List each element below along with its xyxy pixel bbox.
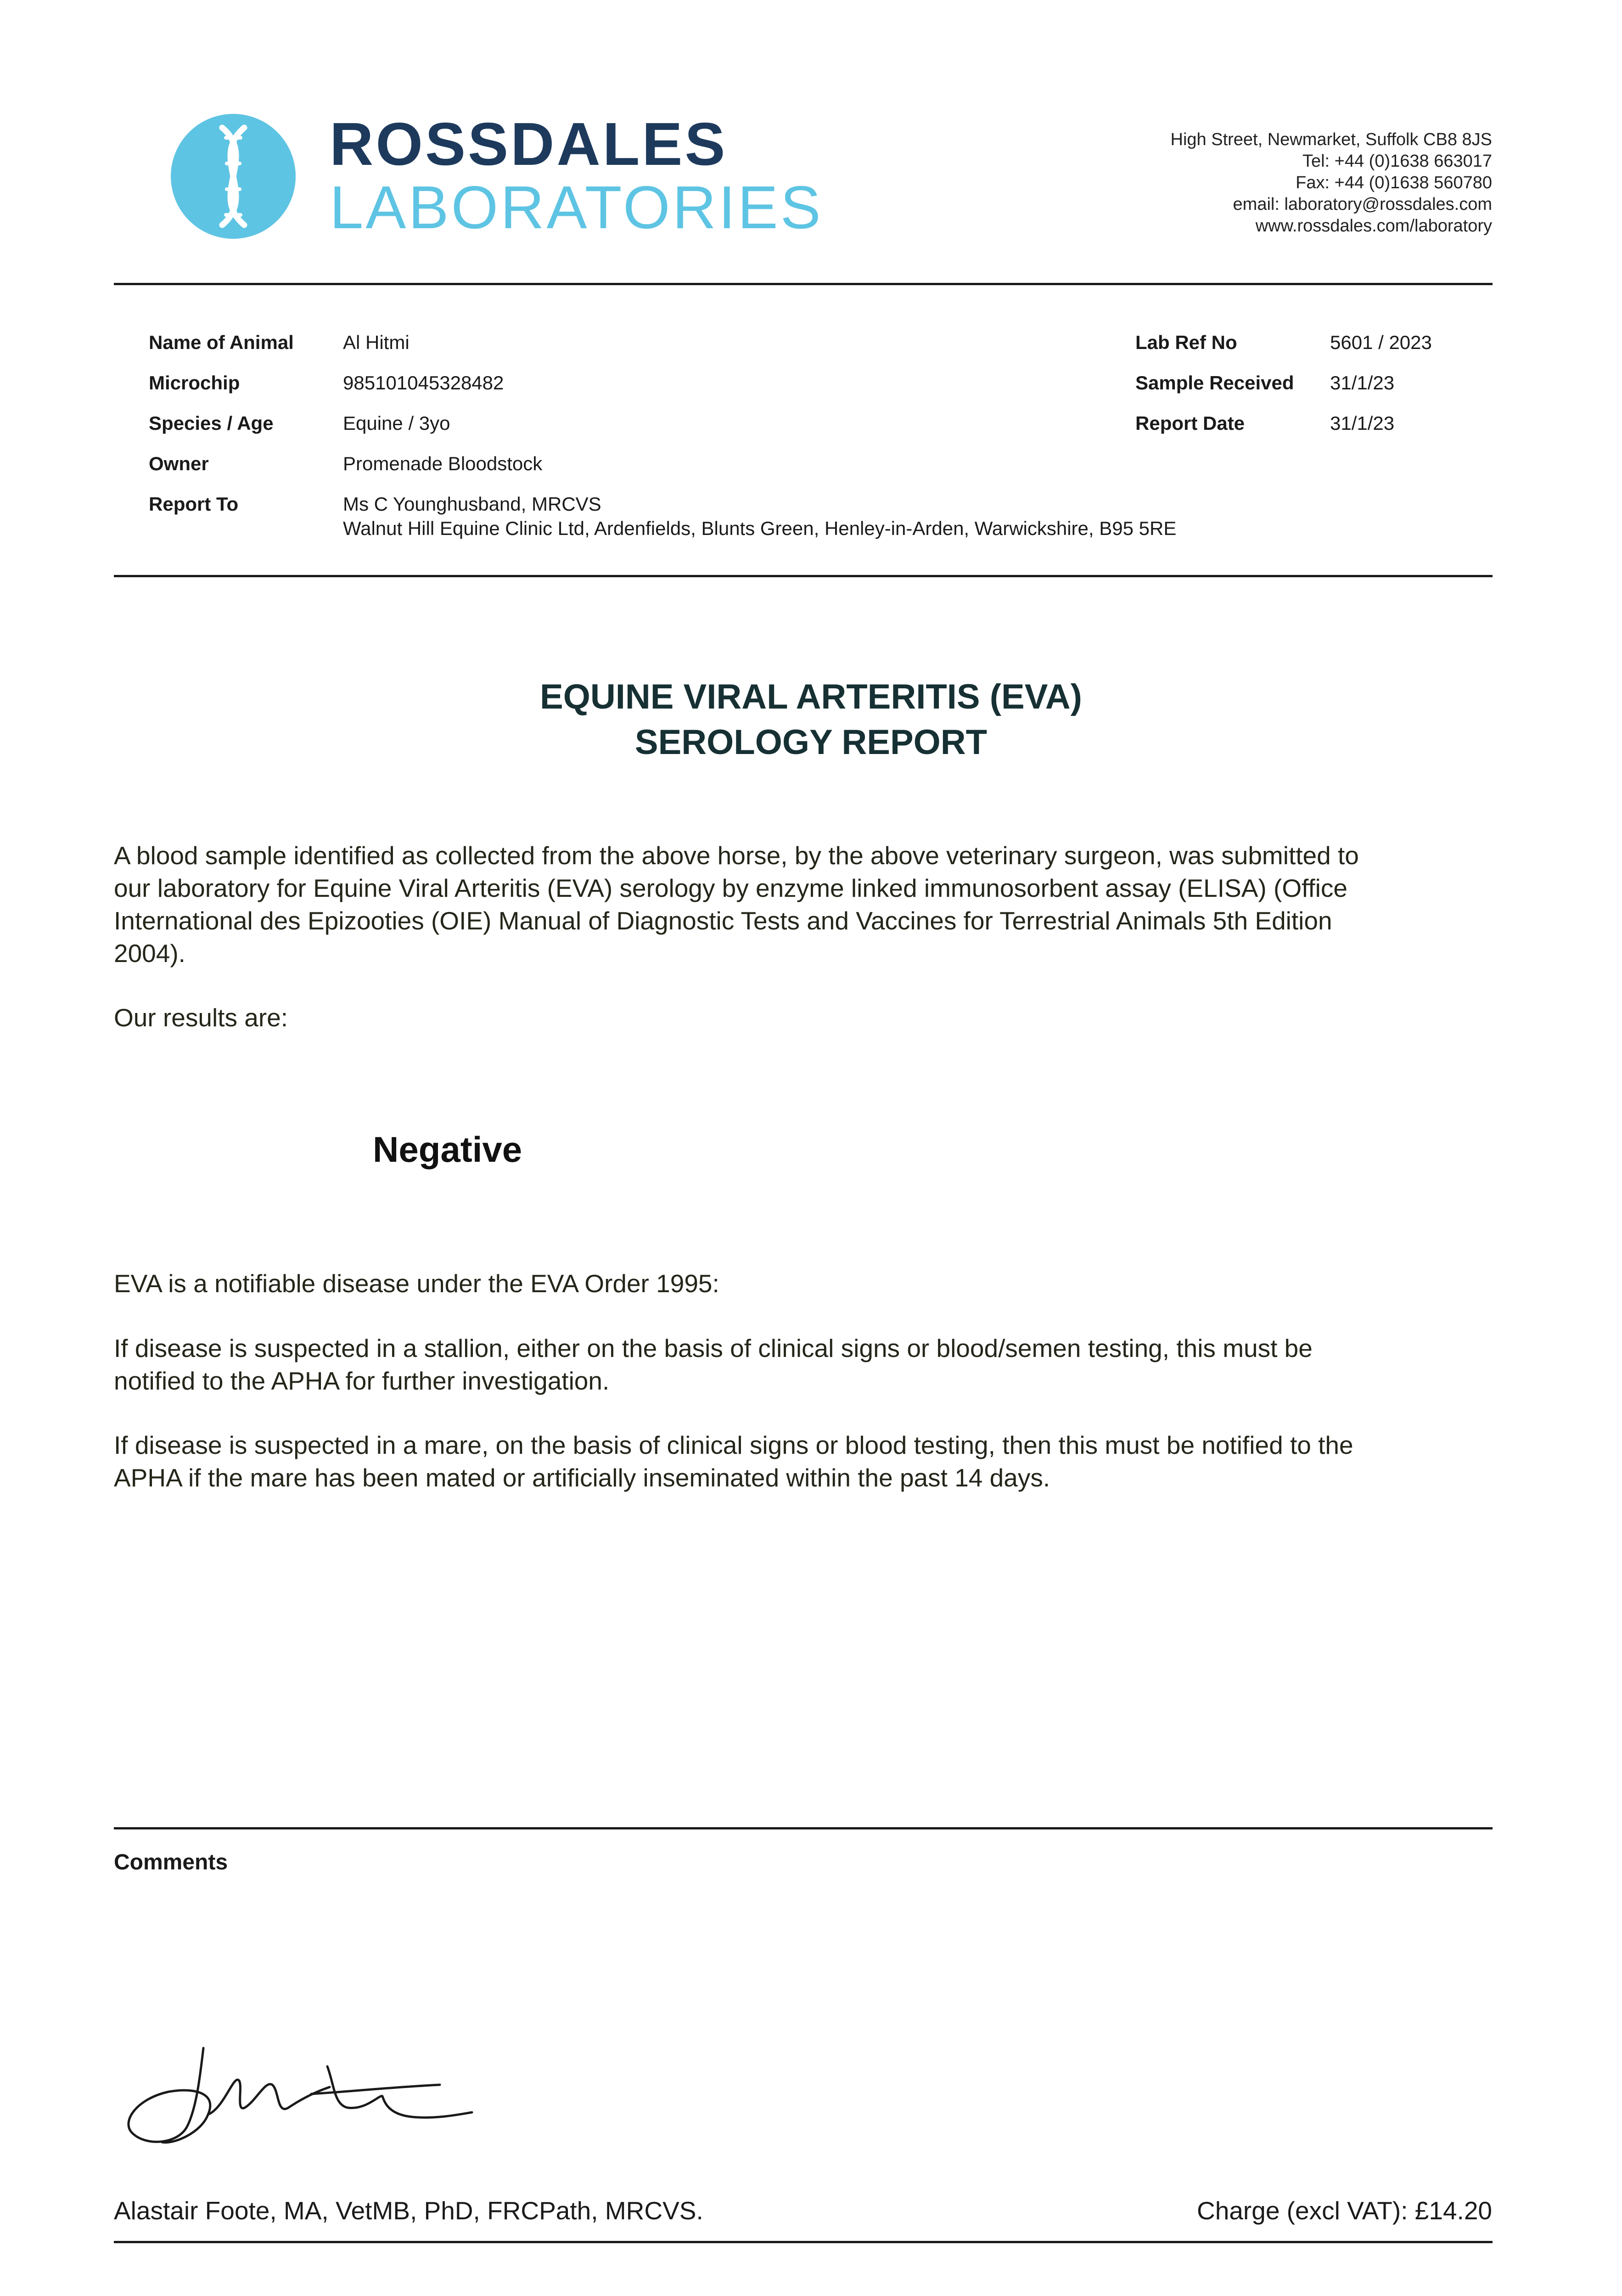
report-to-address: Walnut Hill Equine Clinic Ltd, Ardenfields, Blunts Green, Henley-in-Arden, Warwickshire, B95 5RE [343,518,1177,539]
owner-value: Promenade Bloodstock [343,453,543,474]
lab-ref-value: 5601 / 2023 [1330,332,1432,353]
details-divider [114,575,1493,577]
notifiable-statement: EVA is a notifiable disease under the EVA Order 1995: [114,1269,719,1298]
report-title [0,674,1622,765]
intro-line: International des Epizooties (OIE) Manual of Diagnostic Tests and Vaccines for Terrestrial Animals 5th Edition [114,906,1332,935]
sample-received-value: 31/1/23 [1330,372,1395,394]
report-title-line2: SEROLOGY REPORT [634,723,988,762]
mare-line: APHA if the mare has been mated or artificially inseminated within the past 14 days. [114,1463,1050,1492]
report-date-value: 31/1/23 [1330,412,1395,434]
microchip-value: 985101045328482 [343,372,504,394]
lab-phone: Tel: +44 (0)1638 663017 [1302,152,1492,171]
footer-divider [114,2241,1493,2243]
signatory-name: Alastair Foote, MA, VetMB, PhD, FRCPath, MRCVS. [114,2196,703,2225]
lab-fax: Fax: +44 (0)1638 560780 [1296,173,1492,192]
lab-contact-block [1171,129,1492,237]
results-intro: Our results are: [114,1003,288,1032]
comments-divider [114,1827,1493,1829]
lab-website: www.rossdales.com/laboratory [1255,216,1492,236]
handwritten-signature [118,2039,477,2158]
mare-line: If disease is suspected in a mare, on the basis of clinical signs or blood testing, then this must be notified to the [114,1431,1353,1459]
dna-helix-icon [171,114,296,239]
lab-ref-label: Lab Ref No [1135,332,1237,353]
report-to-name: Ms C Younghusband, MRCVS [343,493,601,515]
microchip-label: Microchip [149,372,240,394]
mare-paragraph [114,1429,1496,1494]
report-title-line1: EQUINE VIRAL ARTERITIS (EVA) [540,677,1082,716]
lab-email: email: laboratory@rossdales.com [1233,195,1492,214]
charge-amount: Charge (excl VAT): £14.20 [1197,2196,1492,2225]
intro-line: A blood sample identified as collected from the above horse, by the above veterinary surgeon, was submitted to [114,841,1359,870]
species-age-value: Equine / 3yo [343,412,450,434]
stallion-line: notified to the APHA for further investigation. [114,1367,610,1395]
animal-name-label: Name of Animal [149,332,294,353]
stallion-line: If disease is suspected in a stallion, either on the basis of clinical signs or blood/semen testing, this must be [114,1334,1313,1362]
owner-label: Owner [149,453,209,474]
stallion-paragraph [114,1332,1496,1397]
lab-address: High Street, Newmarket, Suffolk CB8 8JS [1170,130,1492,149]
header-divider [114,283,1493,285]
report-date-label: Report Date [1135,412,1245,434]
logo-wordmark-line2: LABORATORIES [330,174,823,241]
intro-line: 2004). [114,939,185,968]
logo-wordmark-line1: ROSSDALES [330,110,728,178]
intro-paragraph [114,839,1496,970]
comments-label: Comments [114,1850,228,1874]
animal-name-value: Al Hitmi [343,332,410,353]
test-result: Negative [373,1129,522,1170]
intro-line: our laboratory for Equine Viral Arteritis (EVA) serology by enzyme linked immunosorbent assay (ELISA) (Office [114,874,1347,902]
report-to-label: Report To [149,493,239,515]
sample-received-label: Sample Received [1135,372,1294,394]
species-age-label: Species / Age [149,412,274,434]
